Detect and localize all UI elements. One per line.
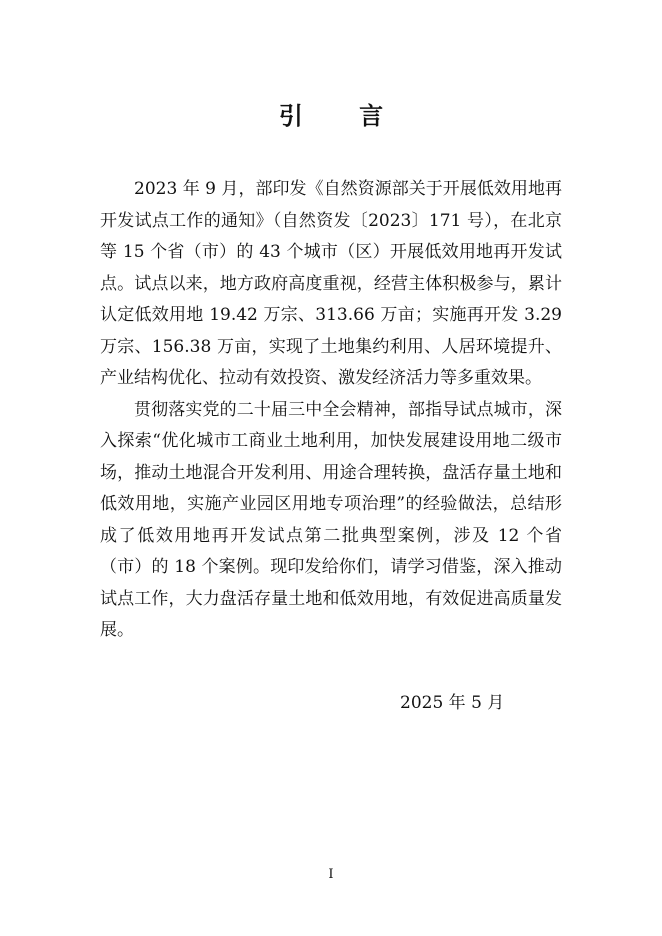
body-text (100, 174, 562, 647)
page-number: I (328, 867, 334, 882)
paragraph-background: 2023 年 9 月，部印发《自然资源部关于开展低效用地再开发试点工作的通知》（自然资发〔2023〕171 号），在北京等 15 个省（市）的 43 个城市（区）开展低效用地再开发试点。试点以来，地方政府高度重视，经营主体积极参与，累计认定低效用地 19.42 万宗、313.66 万亩；实施再开发 3.29 万宗、156.38 万亩，实现了土地集约利用、人居环境提升、产业结构优化、拉动有效投资、激发经济活力等多重效果。 (100, 179, 562, 388)
page-title: 引 言 (278, 101, 408, 130)
issue-date: 2025 年 5 月 (400, 693, 505, 713)
paragraph-guidance: 贯彻落实党的二十届三中全会精神，部指导试点城市，深入探索“优化城市工商业土地利用，加快发展建设用地二级市场，推动土地混合开发利用、用途合理转换，盘活存量土地和低效用地，实施产业园区用地专项治理”的经验做法，总结形成了低效用地再开发试点第二批典型案例，涉及 12 个省（市）的 18 个案例。现印发给你们，请学习借鉴，深入推动试点工作，大力盘活存量土地和低效用地，有效促进高质量发展。 (100, 399, 562, 640)
